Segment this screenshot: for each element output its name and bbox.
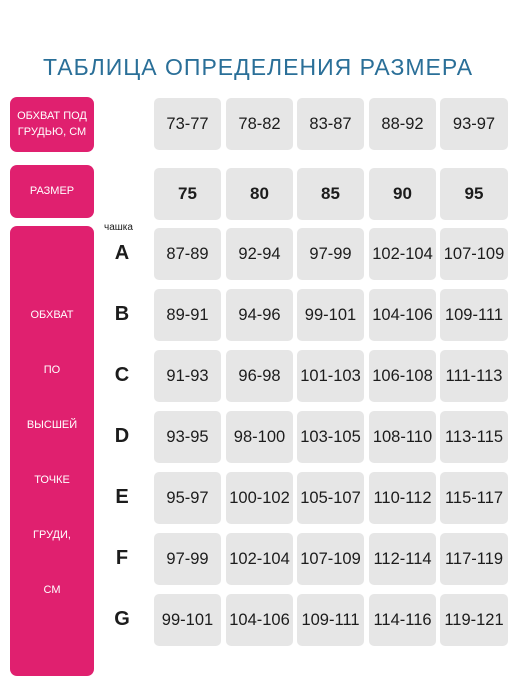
bust-cell: 112-114: [369, 533, 436, 585]
bust-cell: 115-117: [440, 472, 508, 524]
bust-cell: 114-116: [369, 594, 436, 646]
cup-letter: C: [114, 364, 130, 386]
size-cell: 90: [369, 168, 436, 220]
bust-cell: 97-99: [154, 533, 221, 585]
page-title: ТАБЛИЦА ОПРЕДЕЛЕНИЯ РАЗМЕРА: [42, 54, 474, 80]
underbust-cell: 78-82: [226, 98, 293, 150]
bust-label-line-2: ПО: [43, 363, 61, 376]
bust-cell: 94-96: [226, 289, 293, 341]
bust-cell: 103-105: [297, 411, 364, 463]
bust-cell: 102-104: [369, 228, 436, 280]
bust-cell: 109-111: [297, 594, 364, 646]
bust-cell: 99-101: [154, 594, 221, 646]
bust-label-line-5: ГРУДИ,: [33, 528, 71, 541]
bust-cell: 104-106: [226, 594, 293, 646]
bust-label: [10, 226, 94, 676]
bust-cell: 96-98: [226, 350, 293, 402]
cup-letter: B: [114, 303, 130, 325]
size-cell: 85: [297, 168, 364, 220]
cup-letter: G: [114, 608, 130, 630]
bust-cell: 113-115: [440, 411, 508, 463]
bust-cell: 91-93: [154, 350, 221, 402]
bust-cell: 99-101: [297, 289, 364, 341]
underbust-cell: 88-92: [369, 98, 436, 150]
cup-letter: E: [115, 486, 129, 508]
bust-cell: 111-113: [440, 350, 508, 402]
bust-label-line-6: СМ: [43, 583, 61, 596]
bust-cell: 106-108: [369, 350, 436, 402]
bust-label-line-3: ВЫСШЕЙ: [26, 418, 78, 431]
size-cell: 80: [226, 168, 293, 220]
bust-cell: 110-112: [369, 472, 436, 524]
bust-cell: 107-109: [440, 228, 508, 280]
bust-cell: 107-109: [297, 533, 364, 585]
underbust-label-line-1: ОБХВАТ ПОД: [17, 110, 87, 123]
cup-letter: A: [114, 242, 130, 264]
bust-cell: 93-95: [154, 411, 221, 463]
underbust-label: [10, 97, 94, 152]
bust-cell: 100-102: [226, 472, 293, 524]
size-cell: 75: [154, 168, 221, 220]
bust-cell: 102-104: [226, 533, 293, 585]
bust-cell: 109-111: [440, 289, 508, 341]
bust-cell: 97-99: [297, 228, 364, 280]
underbust-cell: 73-77: [154, 98, 221, 150]
bust-cell: 92-94: [226, 228, 293, 280]
bust-cell: 98-100: [226, 411, 293, 463]
size-cell: 95: [440, 168, 508, 220]
bust-cell: 117-119: [440, 533, 508, 585]
bust-cell: 87-89: [154, 228, 221, 280]
cup-letter: D: [114, 425, 130, 447]
bust-cell: 108-110: [369, 411, 436, 463]
bust-label-line-4: ТОЧКЕ: [34, 473, 70, 486]
bust-cell: 119-121: [440, 594, 508, 646]
bust-cell: 104-106: [369, 289, 436, 341]
bust-cell: 101-103: [297, 350, 364, 402]
underbust-cell: 93-97: [440, 98, 508, 150]
underbust-cell: 83-87: [297, 98, 364, 150]
bust-cell: 105-107: [297, 472, 364, 524]
underbust-label-line-2: ГРУДЬЮ, СМ: [17, 125, 87, 138]
cup-letter: F: [115, 547, 129, 569]
bust-label-line-1: ОБХВАТ: [30, 308, 74, 321]
cup-caption: чашка: [104, 222, 133, 233]
size-label: РАЗМЕР: [10, 165, 94, 218]
bust-cell: 95-97: [154, 472, 221, 524]
bust-cell: 89-91: [154, 289, 221, 341]
